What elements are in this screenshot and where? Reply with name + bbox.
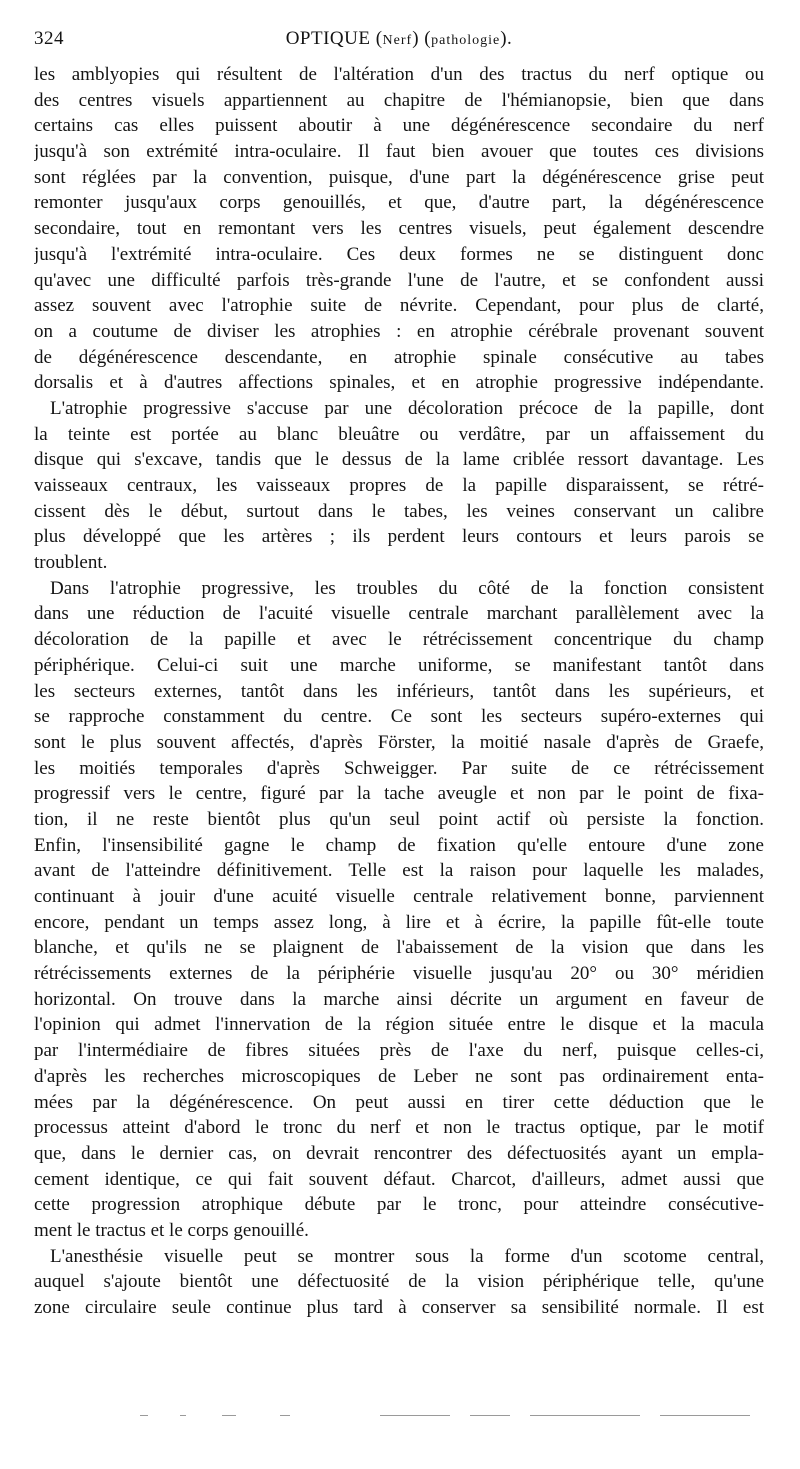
text-line: les secteurs externes, tantôt dans les inférieurs, tantôt dans les supérieurs, et [34, 680, 764, 702]
text-line: mées par la dégénérescence. On peut aussi en tirer cette déduction que le [34, 1091, 764, 1113]
text-line: cissent dès le début, surtout dans le tabes, les veines conservant un calibre [34, 500, 764, 522]
text-line: avant de l'atteindre définitivement. Telle est la raison pour laquelle les malades, [34, 860, 764, 882]
text-line: progressif vers le centre, figuré par la tache aveugle et non par le point de fixa- [34, 783, 764, 805]
text-line: d'après les recherches microscopiques de Leber ne sont pas ordinairement enta- [34, 1065, 764, 1087]
text-line: blanche, et qu'ils ne se plaignent de l'abaissement de la vision que dans les [34, 937, 764, 959]
scan-mark [470, 1415, 510, 1416]
scan-mark [530, 1415, 640, 1416]
scan-mark [660, 1415, 750, 1416]
text-line: les amblyopies qui résultent de l'altération d'un des tractus du nerf optique ou [34, 64, 764, 85]
scan-noise-marks [140, 1413, 760, 1419]
scan-mark [280, 1415, 290, 1416]
text-line: rétrécissements externes de la périphérie visuelle jusqu'au 20° ou 30° méridien [34, 963, 764, 985]
title-mid: ) ( [412, 28, 432, 49]
title-nerf: Nerf [382, 33, 413, 48]
running-header [34, 28, 764, 62]
text-line: Enfin, l'insensibilité gagne le champ de fixation qu'elle entoure d'une zone [34, 834, 764, 856]
text-line: disque qui s'excave, tandis que le dessus de la lame criblée ressort davantage. Les [34, 449, 764, 471]
text-line: jusqu'à son extrémité intra-oculaire. Il faut bien avouer que toutes ces divisions [34, 141, 764, 163]
text-line: tion, il ne reste bientôt plus qu'un seul point actif où persiste la fonction. [34, 808, 764, 830]
text-line: les moitiés temporales d'après Schweigger. Par suite de ce rétrécissement [34, 757, 764, 779]
text-line: sont réglées par la convention, puisque, d'une part la dégénérescence grise peut [34, 166, 764, 188]
text-line: par l'intermédiaire de fibres situées près de l'axe du nerf, puisque celles-ci, [34, 1040, 764, 1062]
scan-mark [222, 1415, 236, 1416]
text-line: des centres visuels appartiennent au chapitre de l'hémianopsie, bien que dans [34, 89, 764, 111]
title-pathologie: pathologie [431, 33, 501, 48]
scan-mark [140, 1415, 148, 1416]
text-line: cement identique, ce qui fait souvent défaut. Charcot, d'ailleurs, admet aussi que [34, 1168, 764, 1190]
text-line: que, dans le dernier cas, on devrait rencontrer des défectuosités ayant un empla- [34, 1142, 764, 1164]
text-line: certains cas elles puissent aboutir à une dégénérescence secondaire du nerf [34, 115, 764, 137]
text-line: continuant à jouir d'une acuité visuelle centrale relativement bonne, parviennent [34, 886, 764, 907]
text-line: encore, pendant un temps assez long, à lire et à écrire, la papille fût-elle toute [34, 911, 764, 933]
text-line: Dans l'atrophie progressive, les troubles du côté de la fonction consistent [50, 577, 764, 599]
text-line: périphérique. Celui-ci suit une marche uniforme, se manifestant tantôt dans [34, 654, 764, 676]
text-line: L'anesthésie visuelle peut se montrer sous la forme d'un scotome central, [50, 1245, 764, 1267]
text-line: l'opinion qui admet l'innervation de la région située entre le disque et la macula [34, 1014, 764, 1036]
text-line: de dégénérescence descendante, en atrophie spinale consécutive au tabes [34, 346, 764, 368]
text-line: jusqu'à l'extrémité intra-oculaire. Ces deux formes ne se distinguent donc [34, 243, 764, 265]
text-line: assez souvent avec l'atrophie suite de névrite. Cependant, pour plus de clarté, [34, 295, 764, 317]
text-line: processus atteint d'abord le tronc du nerf et non le tractus optique, par le motif [34, 1117, 764, 1139]
text-line: cette progression atrophique débute par le tronc, pour atteindre consécutive- [34, 1194, 764, 1216]
title-end: ). [500, 28, 513, 49]
text-line: dans une réduction de l'acuité visuelle centrale marchant parallèlement avec la [34, 603, 764, 625]
text-line: secondaire, tout en remontant vers les centres visuels, peut également descendre [34, 218, 764, 240]
text-line: ment le tractus et le corps genouillé. [34, 1219, 309, 1241]
scan-mark [380, 1415, 450, 1416]
title-main: OPTIQUE ( [285, 28, 383, 49]
text-line: plus développé que les artères ; ils perdent leurs contours et leurs parois se [34, 526, 764, 548]
text-line: dorsalis et à d'autres affections spinales, et en atrophie progressive indépendante. [34, 372, 764, 394]
text-line: on a coutume de diviser les atrophies : en atrophie cérébrale provenant souvent [34, 320, 764, 342]
body-text [34, 62, 764, 1321]
text-line: décoloration de la papille et avec le rétrécissement concentrique du champ [34, 629, 764, 651]
text-line: zone circulaire seule continue plus tard à conserver sa sensibilité normale. Il est [34, 1297, 764, 1318]
text-line: horizontal. On trouve dans la marche ainsi décrite un argument en faveur de [34, 988, 764, 1010]
text-line: L'atrophie progressive s'accuse par une décoloration précoce de la papille, dont [50, 397, 764, 419]
text-line: la teinte est portée au blanc bleuâtre ou verdâtre, par un affaissement du [34, 423, 764, 445]
text-line: sont le plus souvent affectés, d'après Förster, la moitié nasale d'après de Graefe, [34, 731, 764, 753]
text-line: troublent. [34, 552, 108, 574]
text-line: remonter jusqu'aux corps genouillés, et que, d'autre part, la dégénérescence [34, 192, 764, 214]
text-line: se rapproche constamment du centre. Ce sont les secteurs supéro-externes qui [34, 706, 764, 728]
text-line: auquel s'ajoute bientôt une défectuosité de la vision périphérique telle, qu'une [34, 1271, 764, 1293]
text-line: qu'avec une difficulté parfois très-grande l'une de l'autre, et se confondent aussi [34, 269, 764, 291]
scan-mark [180, 1415, 186, 1416]
running-title [34, 28, 764, 50]
text-line: vaisseaux centraux, les vaisseaux propres de la papille disparaissent, se rétré- [34, 475, 764, 496]
page-number: 324 [34, 28, 64, 49]
